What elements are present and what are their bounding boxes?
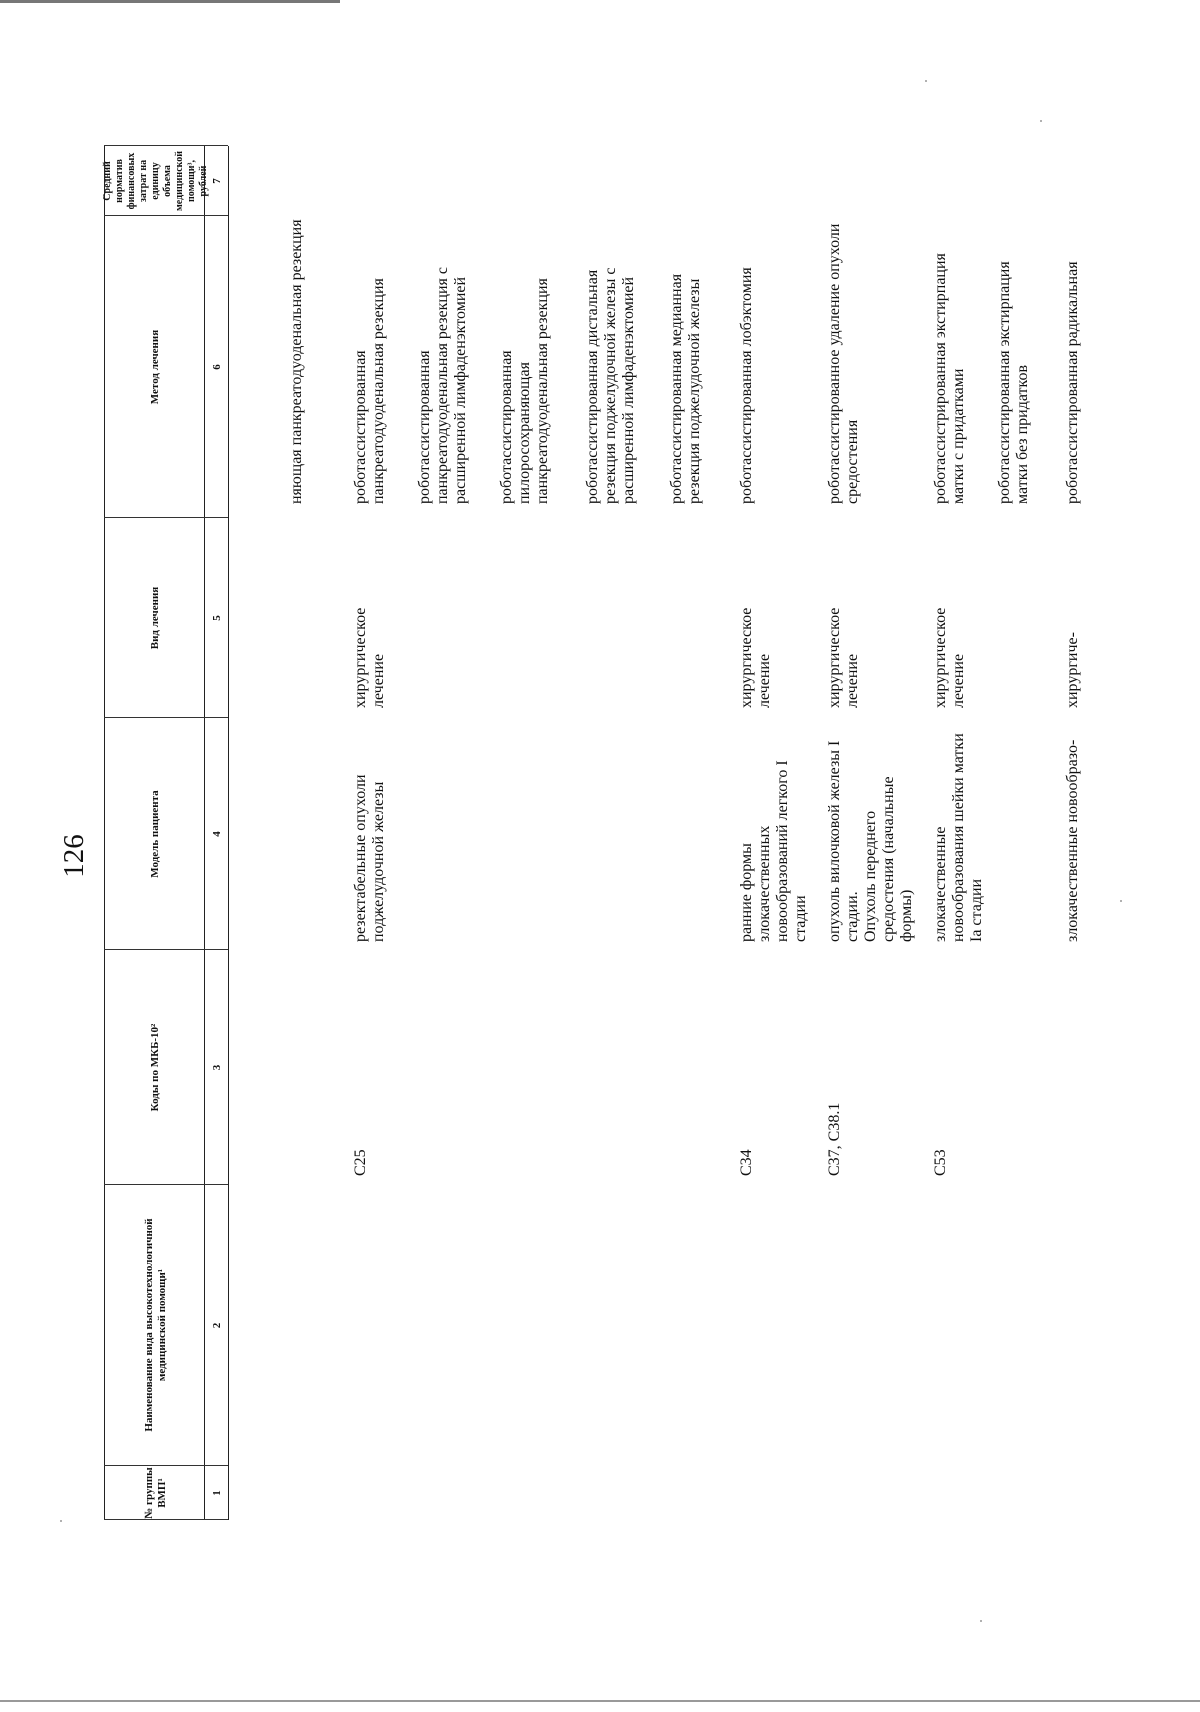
column-number: 1 bbox=[211, 1490, 223, 1496]
header-group-number: № группы ВМП¹ bbox=[142, 1467, 168, 1519]
column-number: 3 bbox=[211, 1064, 223, 1071]
header-patient-model: Модель пациента bbox=[149, 790, 162, 878]
header-bottom-border bbox=[228, 146, 229, 1520]
method-cell: роботассистированная панкреатодуоденальная резекция bbox=[352, 278, 387, 504]
header-treatment-type: Вид лечения bbox=[149, 586, 162, 650]
method-cell: няющая панкреатодуоденальная резекция bbox=[288, 219, 305, 504]
treatment-type-cell: хирургическое лечение bbox=[826, 607, 861, 708]
header-treatment-method: Метод лечения bbox=[149, 329, 162, 405]
method-cell: роботассистированная медианная резекция поджелудочной железы bbox=[668, 273, 703, 504]
page-number: 126 bbox=[58, 834, 90, 878]
treatment-type-cell: хирургиче- bbox=[1064, 632, 1081, 708]
header-icd-codes: Коды по МКБ-10² bbox=[149, 1023, 162, 1112]
column-number: 4 bbox=[211, 831, 223, 837]
header-vmp-type: Наименование вида высокотехнологичной медицинской помощи¹ bbox=[142, 1218, 168, 1432]
column-number: 2 bbox=[211, 1322, 223, 1329]
method-cell: роботассистированная панкреатодуоденальная резекция с расширенной лимфаденэктомией bbox=[416, 266, 469, 504]
table-top-border bbox=[104, 146, 105, 1520]
header-financial-norm: Средний норматив финансовых затрат на единицу объема медицинской помощи³, рублей bbox=[102, 150, 209, 212]
header-number-separator bbox=[204, 146, 205, 1520]
method-cell: роботассистрированная экстирпация матки с придатками bbox=[932, 253, 967, 504]
patient-model-cell: ранние формы злокачественных новообразований легкого I стадии bbox=[738, 760, 809, 942]
patient-model-cell: злокачественные новообразования шейки матки Ia стадии bbox=[932, 733, 985, 942]
column-number: 5 bbox=[211, 615, 223, 621]
method-cell: роботассистированная дистальная резекция поджелудочной железы с расширенной лимфаденэктомией bbox=[584, 267, 637, 504]
icd-code-cell: С34 bbox=[738, 1149, 755, 1176]
method-cell: роботассистированная радикальная bbox=[1064, 261, 1081, 504]
icd-code-cell: С53 bbox=[932, 1149, 949, 1176]
patient-model-cell: резектабельные опухоли поджелудочной железы bbox=[352, 774, 387, 942]
treatment-type-cell: хирургическое лечение bbox=[738, 607, 773, 708]
patient-model-cell: опухоль вилочковой железы I стадии. Опухоль переднего средостения (начальные формы) bbox=[826, 740, 915, 942]
patient-model-cell: злокачественные новообразо- bbox=[1064, 739, 1081, 942]
method-cell: роботассистированное удаление опухоли средостения bbox=[826, 223, 861, 504]
method-cell: роботассистированная лобэктомия bbox=[738, 267, 755, 504]
icd-code-cell: С37, С38.1 bbox=[826, 1102, 843, 1176]
treatment-type-cell: хирургическое лечение bbox=[352, 607, 387, 708]
column-number: 7 bbox=[211, 178, 223, 184]
method-cell: роботассистированная экстирпация матки без придатков bbox=[996, 261, 1031, 504]
icd-code-cell: С25 bbox=[352, 1149, 369, 1176]
treatment-type-cell: хирургическое лечение bbox=[932, 607, 967, 708]
column-number: 6 bbox=[211, 364, 223, 370]
method-cell: роботассистированная пилоросохраняющая панкреатодуоденальная резекция bbox=[498, 278, 551, 504]
